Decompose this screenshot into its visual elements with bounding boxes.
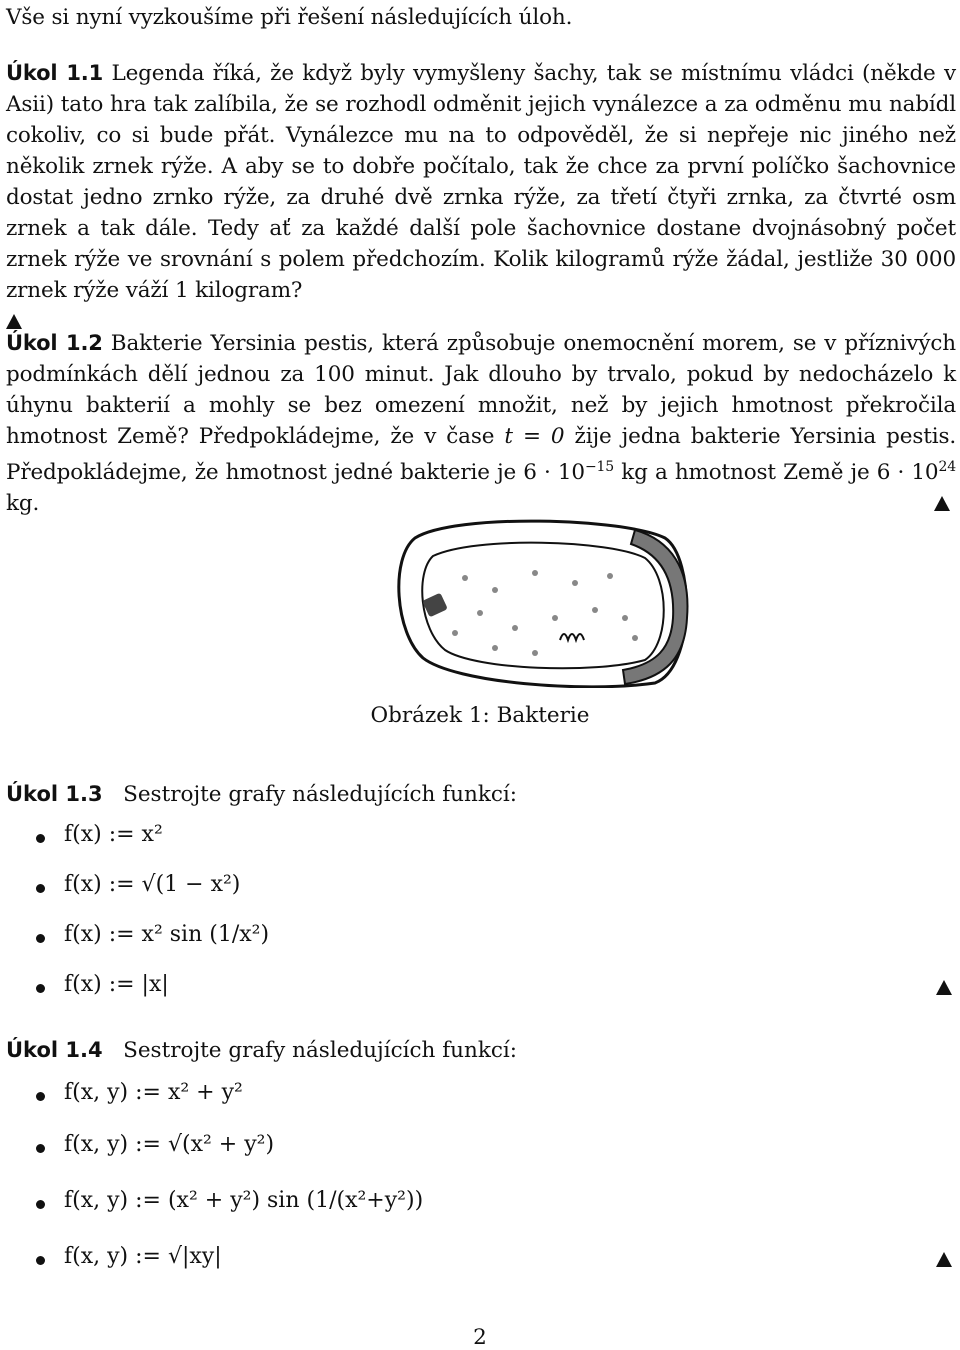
document-page: Vše si nyní vyzkoušíme při řešení následujících úloh. Úkol 1.1 Legenda říká, že když byly vymyšleny šachy, tak se místnímu vládci (někde v Asii) tato hra tak zalíbila, že se rozhodl odměnit jejich vynálezce a za odměnu mu nabídl cokoliv, co si bude přát. Vynálezce mu na to odpověděl, že si nepřeje nic jiného než několik zrnek rýže. A aby se to dobře počítalo, tak že chce za první políčko šachovnice dostat jedno zrnko rýže, za druhé dvě zrnka rýže, za třetí čtyři zrnka, za čtvrté osm zrnek a tak dále. Tedy ať za každé další pole šachovnice dostane dvojnásobný počet zrnek rýže ve srovnání s polem předchozím. Kolik kilogramů rýže žádal, jestliže 30 000 zrnek rýže váží 1 kilogram? Úkol 1.2 Bakterie Yersinia pestis, která způsobuje onemocnění morem, se v příznivých podmínkách dělí jednou za 100 minut. Jak dlouho by trvalo, pokud by nedocházelo k úhynu bakterií a mohly se bez omezení množit, než by jejich hmotnost překročila hmotnost Země? Předpokládejme, že v čase t = 0 žije jedna bakterie Yersinia pestis. Předpokládejme, že hmotnost jedné bakterie je $6 \cdot 10^{-15}$ kg a hmotnost Země je $6 \cdot 10^{24}$ kg. Obrázek 1: Bakterie Úkol 1.3 Sestrojte grafy následujících funkcí: f(x) := x² f(x) := √(1 − x²) f(x) := x² sin (1/x²) f(x) := |x| Úkol 1.4 Sestrojte grafy následujících funkcí: f(x, y) := x² + y² f(x, y) := √(x² + y²) f(x, y) := (x² + y²) sin (1/(x²+y²)) f(x, y) := √|xy| 2 (0, 0, 960, 1348)
end-mark-icon (936, 1252, 952, 1267)
task-1-2-text-2: žije jedna bakterie Yersinia pestis. Předpokládejme, že hmotnost jedné bakterie je 6 · 10 (6, 424, 957, 486)
page-number: 2 (473, 1325, 487, 1350)
task-1-2-text: Bakterie Yersinia pestis, která způsobuje onemocnění morem, se v příznivých podmínkách dělí jednou za 100 minut. Jak dlouho by trvalo, pokud by nedocházelo k úhynu bakterií a mohly se bez omezení množit, než by jejich hmotnost překročila hmotnost Země? Předpokládejme, že v čase (6, 331, 956, 449)
exponent-bacteria: −15 (584, 459, 615, 475)
task-1-2-heading: Úkol 1.2 (6, 331, 103, 355)
task-1-4-text: Sestrojte grafy následujících funkcí: (123, 1038, 518, 1063)
bullet-icon (36, 1200, 45, 1209)
exponent-earth: 24 (938, 459, 956, 475)
task-1-1-text: Legenda říká, že když byly vymyšleny šachy, tak se místnímu vládci (někde v Asii) tato hra tak zalíbila, že se rozhodl odměnit jejich vynálezce a za odměnu mu nabídl cokoliv, co si bude přát. Vynálezce mu na to odpověděl, že si nepřeje nic jiného než několik zrnek rýže. A aby se to dobře počítalo, tak že chce za první políčko šachovnice dostat jedno zrnko rýže, za druhé dvě zrnka rýže, za třetí čtyři zrnka, za čtvrté osm zrnek a tak dále. Tedy ať za každé další pole šachovnice dostane dvojnásobný počet zrnek rýže ve srovnání s polem předchozím. Kolik kilogramů rýže žádal, jestliže 30 000 zrnek rýže váží 1 kilogram? (6, 61, 956, 303)
bacterium-illustration (395, 518, 695, 688)
bullet-icon (36, 1144, 45, 1153)
task-1-4-heading: Úkol 1.4 (6, 1038, 103, 1062)
task-1-1-heading: Úkol 1.1 (6, 61, 104, 85)
t-equation: t = 0 (504, 424, 565, 449)
bullet-icon (36, 1256, 45, 1265)
intro-line: Vše si nyní vyzkoušíme při řešení následujících úloh. (6, 5, 573, 30)
task-1-4 (6, 1038, 517, 1063)
bullet-icon (36, 984, 45, 993)
task-1-2-text-4: kg. (6, 491, 40, 517)
bullet-icon (36, 934, 45, 943)
task-1-2 (6, 328, 956, 519)
figure-caption: Obrázek 1: Bakterie (370, 703, 590, 728)
task-1-3-heading: Úkol 1.3 (6, 782, 103, 806)
task-1-1 (6, 58, 956, 337)
bullet-icon (36, 884, 45, 893)
end-mark-icon (6, 314, 22, 329)
task-1-3-text: Sestrojte grafy následujících funkcí: (123, 782, 518, 807)
end-mark-icon (934, 496, 950, 511)
task-1-2-text-3: kg a hmotnost Země je 6 · 10 (621, 460, 939, 486)
task-1-3 (6, 782, 517, 807)
bullet-icon (36, 1092, 45, 1101)
end-mark-icon (936, 980, 952, 995)
bullet-icon (36, 834, 45, 843)
